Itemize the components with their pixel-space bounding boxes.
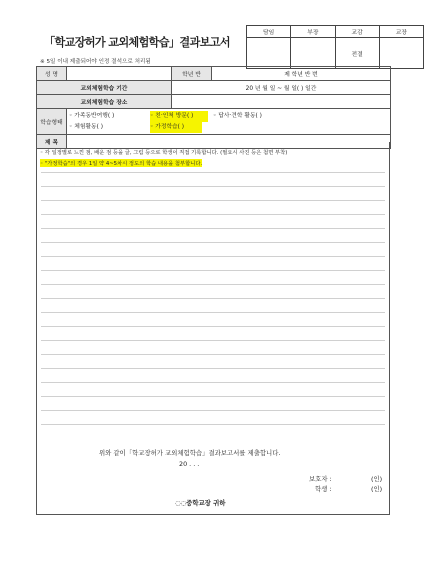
approval-jeongyeol: 전결 xyxy=(335,38,379,69)
approval-table xyxy=(246,25,424,69)
guardian-seal[interactable]: (인) xyxy=(371,475,383,483)
ruled-line xyxy=(41,200,385,201)
submission-statement: 위와 같이「학교장허가 교외체험학습」결과보고서를 제출합니다. xyxy=(99,449,281,457)
type-experience[interactable]: ◦ 체험활동( ) xyxy=(69,123,104,130)
approval-label-vice-principal: 교감 xyxy=(335,26,379,38)
ruled-line xyxy=(41,172,385,173)
name-field[interactable] xyxy=(67,67,172,81)
student-seal[interactable]: (인) xyxy=(371,485,383,493)
name-label: 성 명 xyxy=(37,67,67,81)
ruled-line xyxy=(41,270,385,271)
period-field[interactable]: 20 년 월 일 ~ 월 일( ) 일간 xyxy=(172,81,391,95)
type-relative-visit[interactable]: ◦ 친·인척 방문( ) xyxy=(150,111,208,122)
student-label: 학생 : xyxy=(315,485,332,493)
page-title: 「학교장허가 교외체험학습」결과보고서 xyxy=(44,36,230,49)
ruled-line xyxy=(41,424,385,425)
approval-label-head: 부장 xyxy=(291,26,335,38)
approval-label-homeroom: 담임 xyxy=(247,26,291,38)
info-table xyxy=(36,66,391,149)
ruled-line xyxy=(41,368,385,369)
instruction-home-study: ◦ "가정학습"의 경우 1일 약 4~5차시 정도의 학습 내용을 첨부합니다. xyxy=(40,161,203,167)
type-field-trip[interactable]: ◦ 답사·견학 활동( ) xyxy=(213,112,262,119)
type-family-travel[interactable]: ◦ 가족동반여행( ) xyxy=(69,112,115,119)
ruled-line xyxy=(41,256,385,257)
content-area[interactable] xyxy=(36,142,390,515)
grade-field[interactable]: 제 학년 반 번 xyxy=(212,67,391,81)
recipient: ◌◌중학교장 귀하 xyxy=(175,499,226,507)
subject-label: 제 목 xyxy=(37,135,67,149)
ruled-line xyxy=(41,214,385,215)
ruled-line xyxy=(41,340,385,341)
ruled-line xyxy=(41,298,385,299)
approval-sign-homeroom[interactable] xyxy=(247,38,291,69)
type-label: 학습형태 xyxy=(37,109,67,135)
place-field[interactable] xyxy=(172,95,391,109)
ruled-line xyxy=(41,396,385,397)
submission-note: ※ 5일 이내 제출되어야 인정 결석으로 처리됨 xyxy=(40,59,151,65)
guardian-label: 보호자 : xyxy=(309,475,332,483)
ruled-line xyxy=(41,228,385,229)
ruled-line xyxy=(41,186,385,187)
period-label: 교외체험학습 기간 xyxy=(37,81,172,95)
ruled-line xyxy=(41,242,385,243)
ruled-line xyxy=(41,312,385,313)
approval-sign-principal[interactable] xyxy=(379,38,423,69)
ruled-line xyxy=(41,326,385,327)
type-options xyxy=(67,109,391,135)
grade-label: 학년 반 xyxy=(172,67,212,81)
submission-date[interactable]: 20 . . . xyxy=(179,460,200,468)
type-home-study[interactable]: ◦ 가정학습( ) xyxy=(150,122,202,133)
approval-label-principal: 교장 xyxy=(379,26,423,38)
ruled-line xyxy=(41,410,385,411)
ruled-line xyxy=(41,284,385,285)
ruled-line xyxy=(41,354,385,355)
ruled-line xyxy=(41,382,385,383)
approval-sign-head[interactable] xyxy=(291,38,335,69)
place-label: 교외체험학습 장소 xyxy=(37,95,172,109)
instruction-record: ◦ 각 일정별로 느낀 점, 배운 점 등을 글, 그림 등으로 학생이 직접 기록합니다. (필요시 사진 등은 첨면 부착) xyxy=(40,150,288,156)
